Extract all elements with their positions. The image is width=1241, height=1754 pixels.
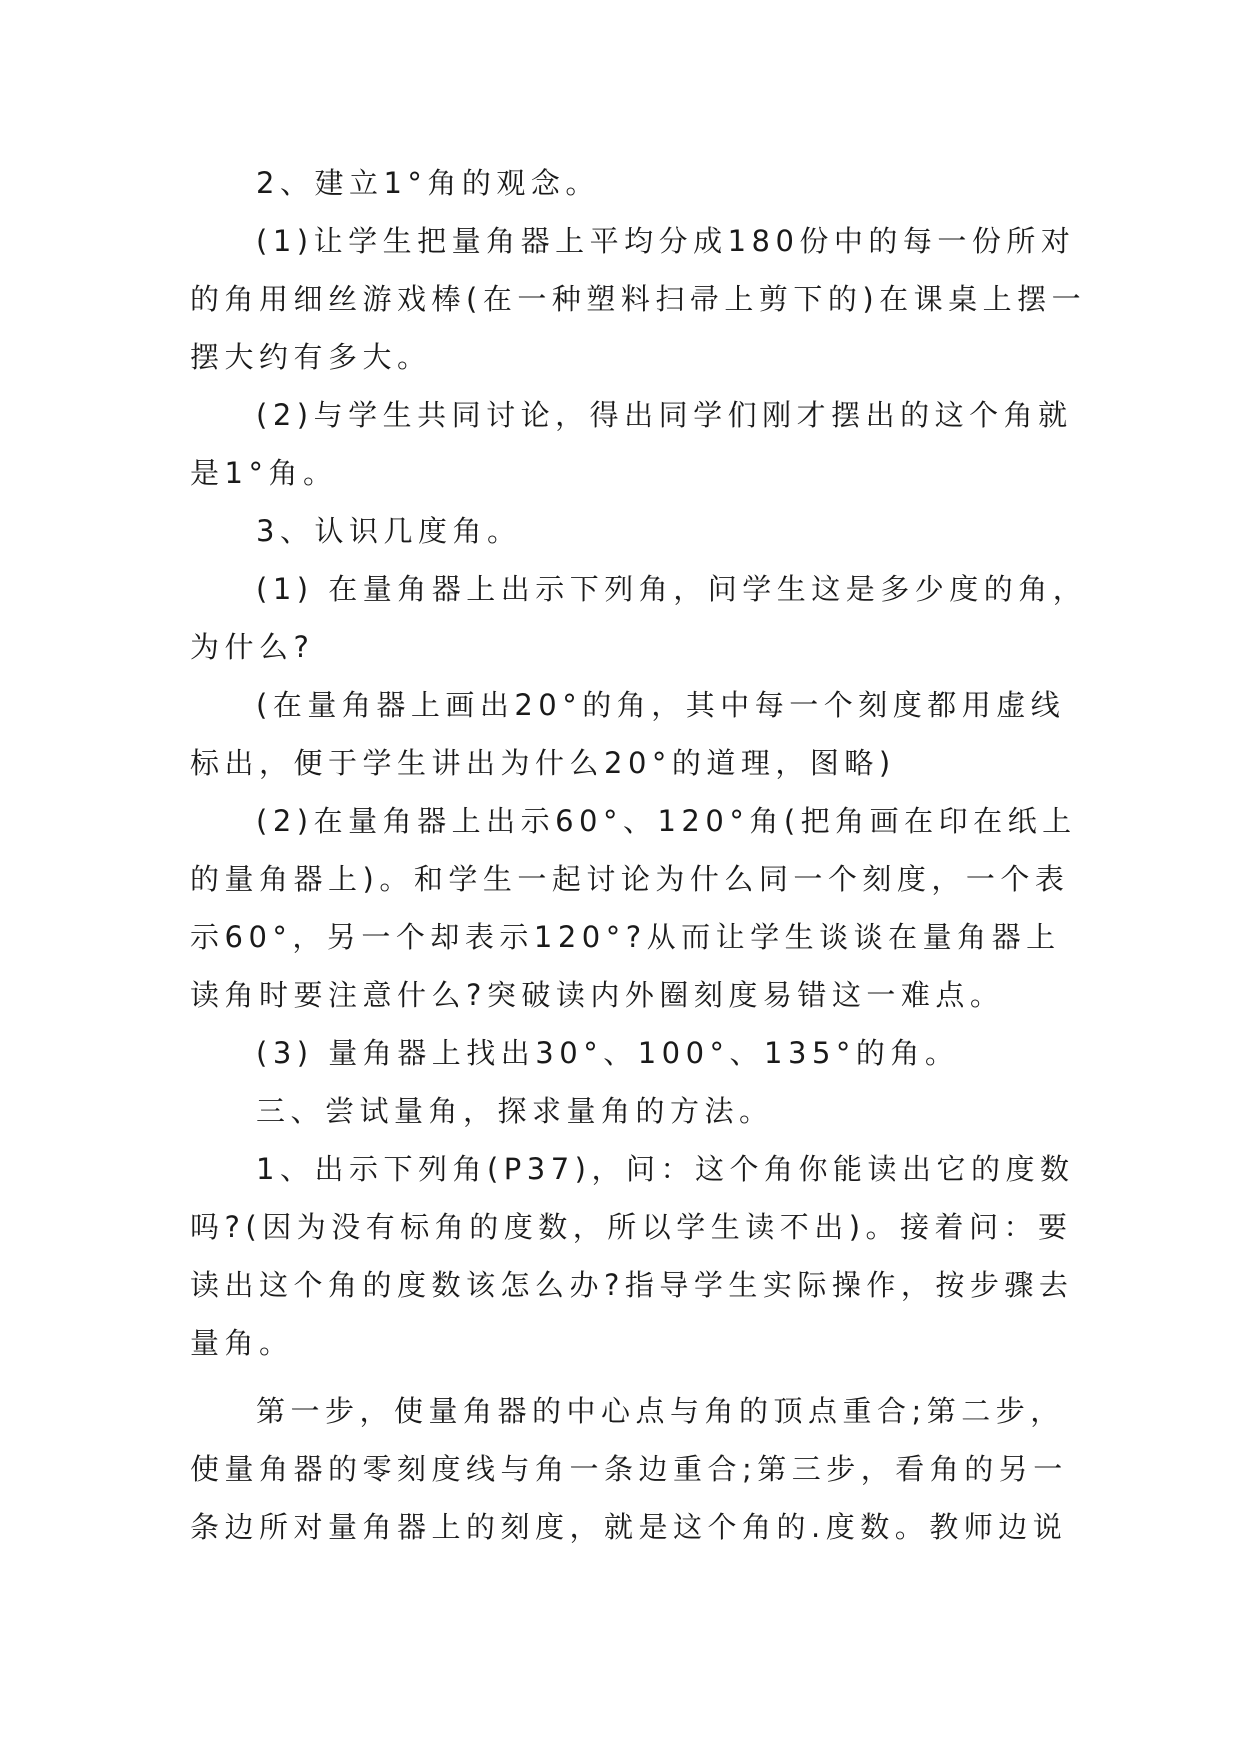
text-line: (3) 量角器上找出30°、100°、135°的角。 (256, 1036, 960, 1070)
text-line: 吗?(因为没有标角的度数，所以学生读不出)。接着问：要 (190, 1210, 1073, 1244)
paragraph (190, 1082, 1052, 1140)
text-line: 是1°角。 (190, 456, 338, 490)
text-line: (在量角器上画出20°的角，其中每一个刻度都用虚线 (256, 688, 1066, 722)
text-line: 使量角器的零刻度线与角一条边重合;第三步，看角的另一 (190, 1452, 1068, 1486)
text-line: (1) 在量角器上出示下列角，问学生这是多少度的角， (256, 572, 1088, 606)
text-line: 量角。 (190, 1326, 294, 1360)
text-line: 第一步，使量角器的中心点与角的顶点重合;第二步， (256, 1394, 1065, 1428)
paragraph (190, 1024, 1052, 1082)
text-line: 条边所对量角器上的刻度，就是这个角的.度数。教师边说 (190, 1510, 1068, 1544)
paragraph (190, 1140, 1075, 1372)
text-line: 示60°，另一个却表示120°?从而让学生谈谈在量角器上 (190, 920, 1061, 954)
text-line: 摆大约有多大。 (190, 340, 432, 374)
text-line: (1)让学生把量角器上平均分成180份中的每一份所对 (256, 224, 1076, 258)
text-line: 读出这个角的度数该怎么办?指导学生实际操作，按步骤去 (190, 1268, 1074, 1302)
text-line: 3、认识几度角。 (256, 514, 522, 548)
paragraph (190, 154, 1052, 212)
paragraph (190, 560, 1088, 676)
text-line: 1、出示下列角(P37)，问：这个角你能读出它的度数 (256, 1152, 1075, 1186)
paragraph (190, 502, 1052, 560)
paragraph (190, 386, 1073, 502)
text-line: 2、建立1°角的观念。 (256, 166, 600, 200)
text-line: 读角时要注意什么?突破读内外圈刻度易错这一难点。 (190, 978, 1005, 1012)
paragraph (190, 212, 1087, 386)
text-line: 的量角器上)。和学生一起讨论为什么同一个刻度，一个表 (190, 862, 1070, 896)
text-line: (2)在量角器上出示60°、120°角(把角画在印在纸上 (256, 804, 1077, 838)
paragraph (190, 676, 1066, 792)
paragraph (190, 1382, 1068, 1556)
text-line: 标出，便于学生讲出为什么20°的道理，图略) (190, 746, 896, 780)
text-line: (2)与学生共同讨论，得出同学们刚才摆出的这个角就 (256, 398, 1073, 432)
paragraph (190, 792, 1077, 1024)
document-body (190, 154, 1088, 1556)
paragraph-gap (190, 1372, 1052, 1382)
text-line: 三、尝试量角，探求量角的方法。 (256, 1094, 774, 1128)
text-line: 的角用细丝游戏棒(在一种塑料扫帚上剪下的)在课桌上摆一 (190, 282, 1087, 316)
text-line: 为什么? (190, 630, 315, 664)
